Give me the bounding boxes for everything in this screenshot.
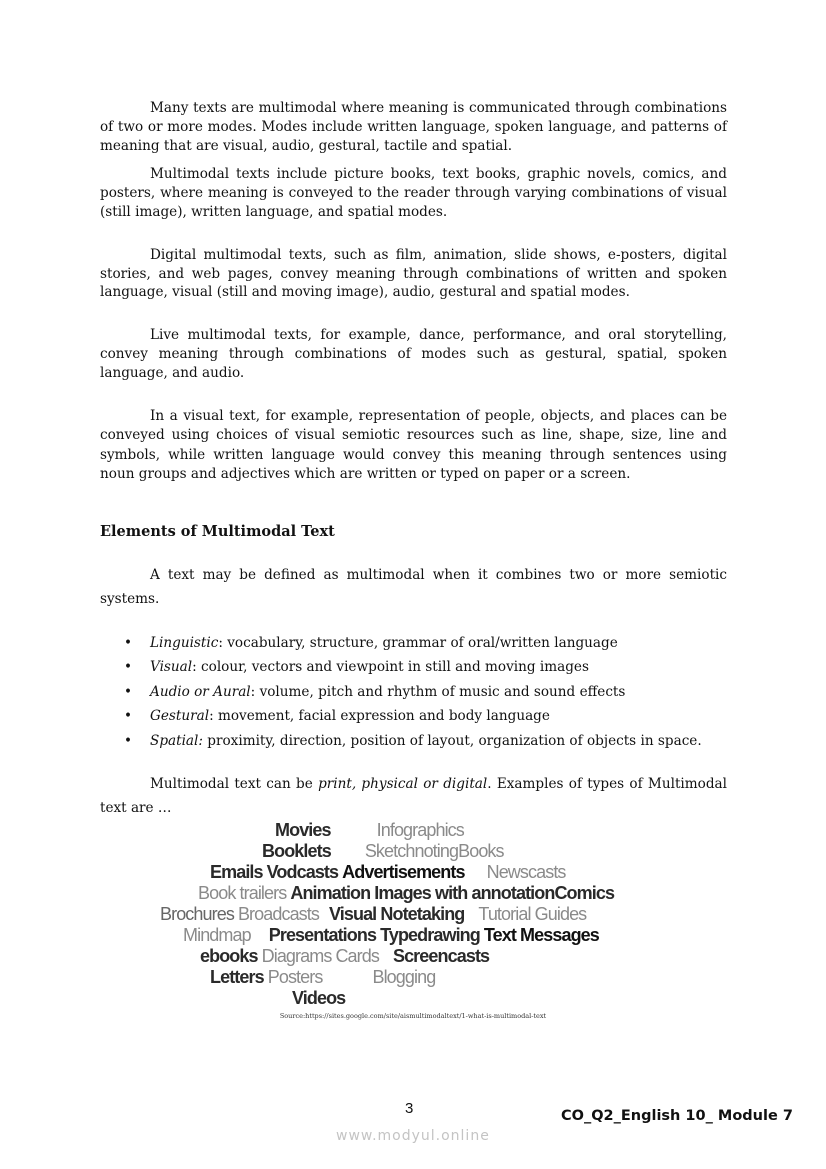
cloud-row: [100, 820, 727, 841]
cloud-word: Text Messages: [483, 924, 599, 945]
cloud-word: Posters: [267, 966, 323, 987]
cloud-word: Vodcasts: [266, 861, 339, 882]
cloud-row: [100, 925, 727, 946]
cloud-word: Movies: [275, 819, 331, 840]
cloud-word: Images with annotationComics: [374, 882, 615, 903]
cloud-row: [100, 904, 727, 925]
cloud-word: Presentations: [268, 924, 377, 945]
cloud-row: [100, 988, 727, 1009]
page-content: [100, 99, 727, 1021]
cloud-row: [100, 862, 727, 883]
list-item: • Linguistic: vocabulary, structure, grammar of oral/written language: [100, 631, 727, 655]
closing-paragraph: Multimodal text can be print, physical or digital. Examples of types of Multimodal text are …: [100, 775, 727, 816]
list-item: • Spatial: proximity, direction, position of layout, organization of objects in space.: [100, 729, 727, 753]
cloud-word: Booklets: [262, 840, 331, 861]
cloud-row: [100, 946, 727, 967]
cloud-word: Book trailers: [198, 882, 287, 903]
cloud-word: Tutorial Guides: [478, 903, 587, 924]
list-item: • Audio or Aural: volume, pitch and rhythm of music and sound effects: [100, 680, 727, 704]
list-item: • Visual: colour, vectors and viewpoint in still and moving images: [100, 655, 727, 679]
page-number: 3: [405, 1100, 414, 1117]
list-item: • Gestural: movement, facial expression and body language: [100, 704, 727, 728]
cloud-word: Advertisements: [342, 861, 465, 882]
cloud-word: Emails: [210, 861, 263, 882]
paragraph-2: Multimodal texts include picture books, text books, graphic novels, comics, and posters, where meaning is conveyed to the reader through varying combinations of visual (still image), written language, and spatial modes.: [100, 166, 727, 220]
cloud-word: SketchnotingBooks: [364, 840, 504, 861]
cloud-word: Brochures: [160, 903, 234, 924]
cloud-word: Letters: [210, 966, 264, 987]
cloud-word: Screencasts: [392, 945, 490, 966]
cloud-row: [100, 967, 727, 988]
paragraph-3: Digital multimodal texts, such as film, animation, slide shows, e-posters, digital stories, and web pages, convey meaning through combinations of written and spoken language, visual (still and moving image), audio, gestural and spatial modes.: [100, 246, 727, 301]
cloud-word: Mindmap: [183, 924, 251, 945]
elements-list: [100, 631, 727, 753]
paragraph-4: Live multimodal texts, for example, dance, performance, and oral storytelling, convey meaning through combinations of modes such as gestural, spatial, spoken language, and audio.: [100, 327, 727, 381]
cloud-word: Newscasts: [486, 861, 566, 882]
module-label: CO_Q2_English 10_ Module 7: [561, 1108, 793, 1124]
intro-paragraph: A text may be defined as multimodal when it combines two or more semiotic systems.: [100, 566, 727, 607]
section-heading: Elements of Multimodal Text: [100, 522, 335, 540]
image-source-caption: Source:https://sites.google.com/site/aismultimodaltext/1-what-is-multimodal-text: [279, 1011, 547, 1020]
cloud-word: Visual Notetaking: [328, 903, 465, 924]
cloud-word: Broadcasts: [237, 903, 319, 924]
cloud-word: Diagrams: [261, 945, 332, 966]
cloud-word: ebooks: [200, 945, 258, 966]
cloud-word: Videos: [292, 987, 346, 1008]
paragraph-1: Many texts are multimodal where meaning is communicated through combinations of two or more modes. Modes include written language, spoken language, and patterns of meaning that are visual, audio, gestural, tactile and spatial.: [100, 100, 727, 154]
watermark: www.modyul.online: [336, 1128, 490, 1144]
cloud-word: Blogging: [372, 966, 436, 987]
cloud-row: [100, 841, 727, 862]
cloud-word: Infographics: [376, 819, 464, 840]
cloud-word: Cards: [335, 945, 379, 966]
cloud-row: [100, 883, 727, 904]
cloud-word: Animation: [290, 882, 371, 903]
word-cloud-image: [100, 820, 727, 1009]
paragraph-5: In a visual text, for example, representation of people, objects, and places can be conveyed using choices of visual semiotic resources such as line, shape, size, line and symbols, while written language would convey this meaning through sentences using noun groups and adjectives which are written or typed on paper or a screen.: [100, 407, 727, 483]
cloud-word: Typedrawing: [380, 924, 480, 945]
